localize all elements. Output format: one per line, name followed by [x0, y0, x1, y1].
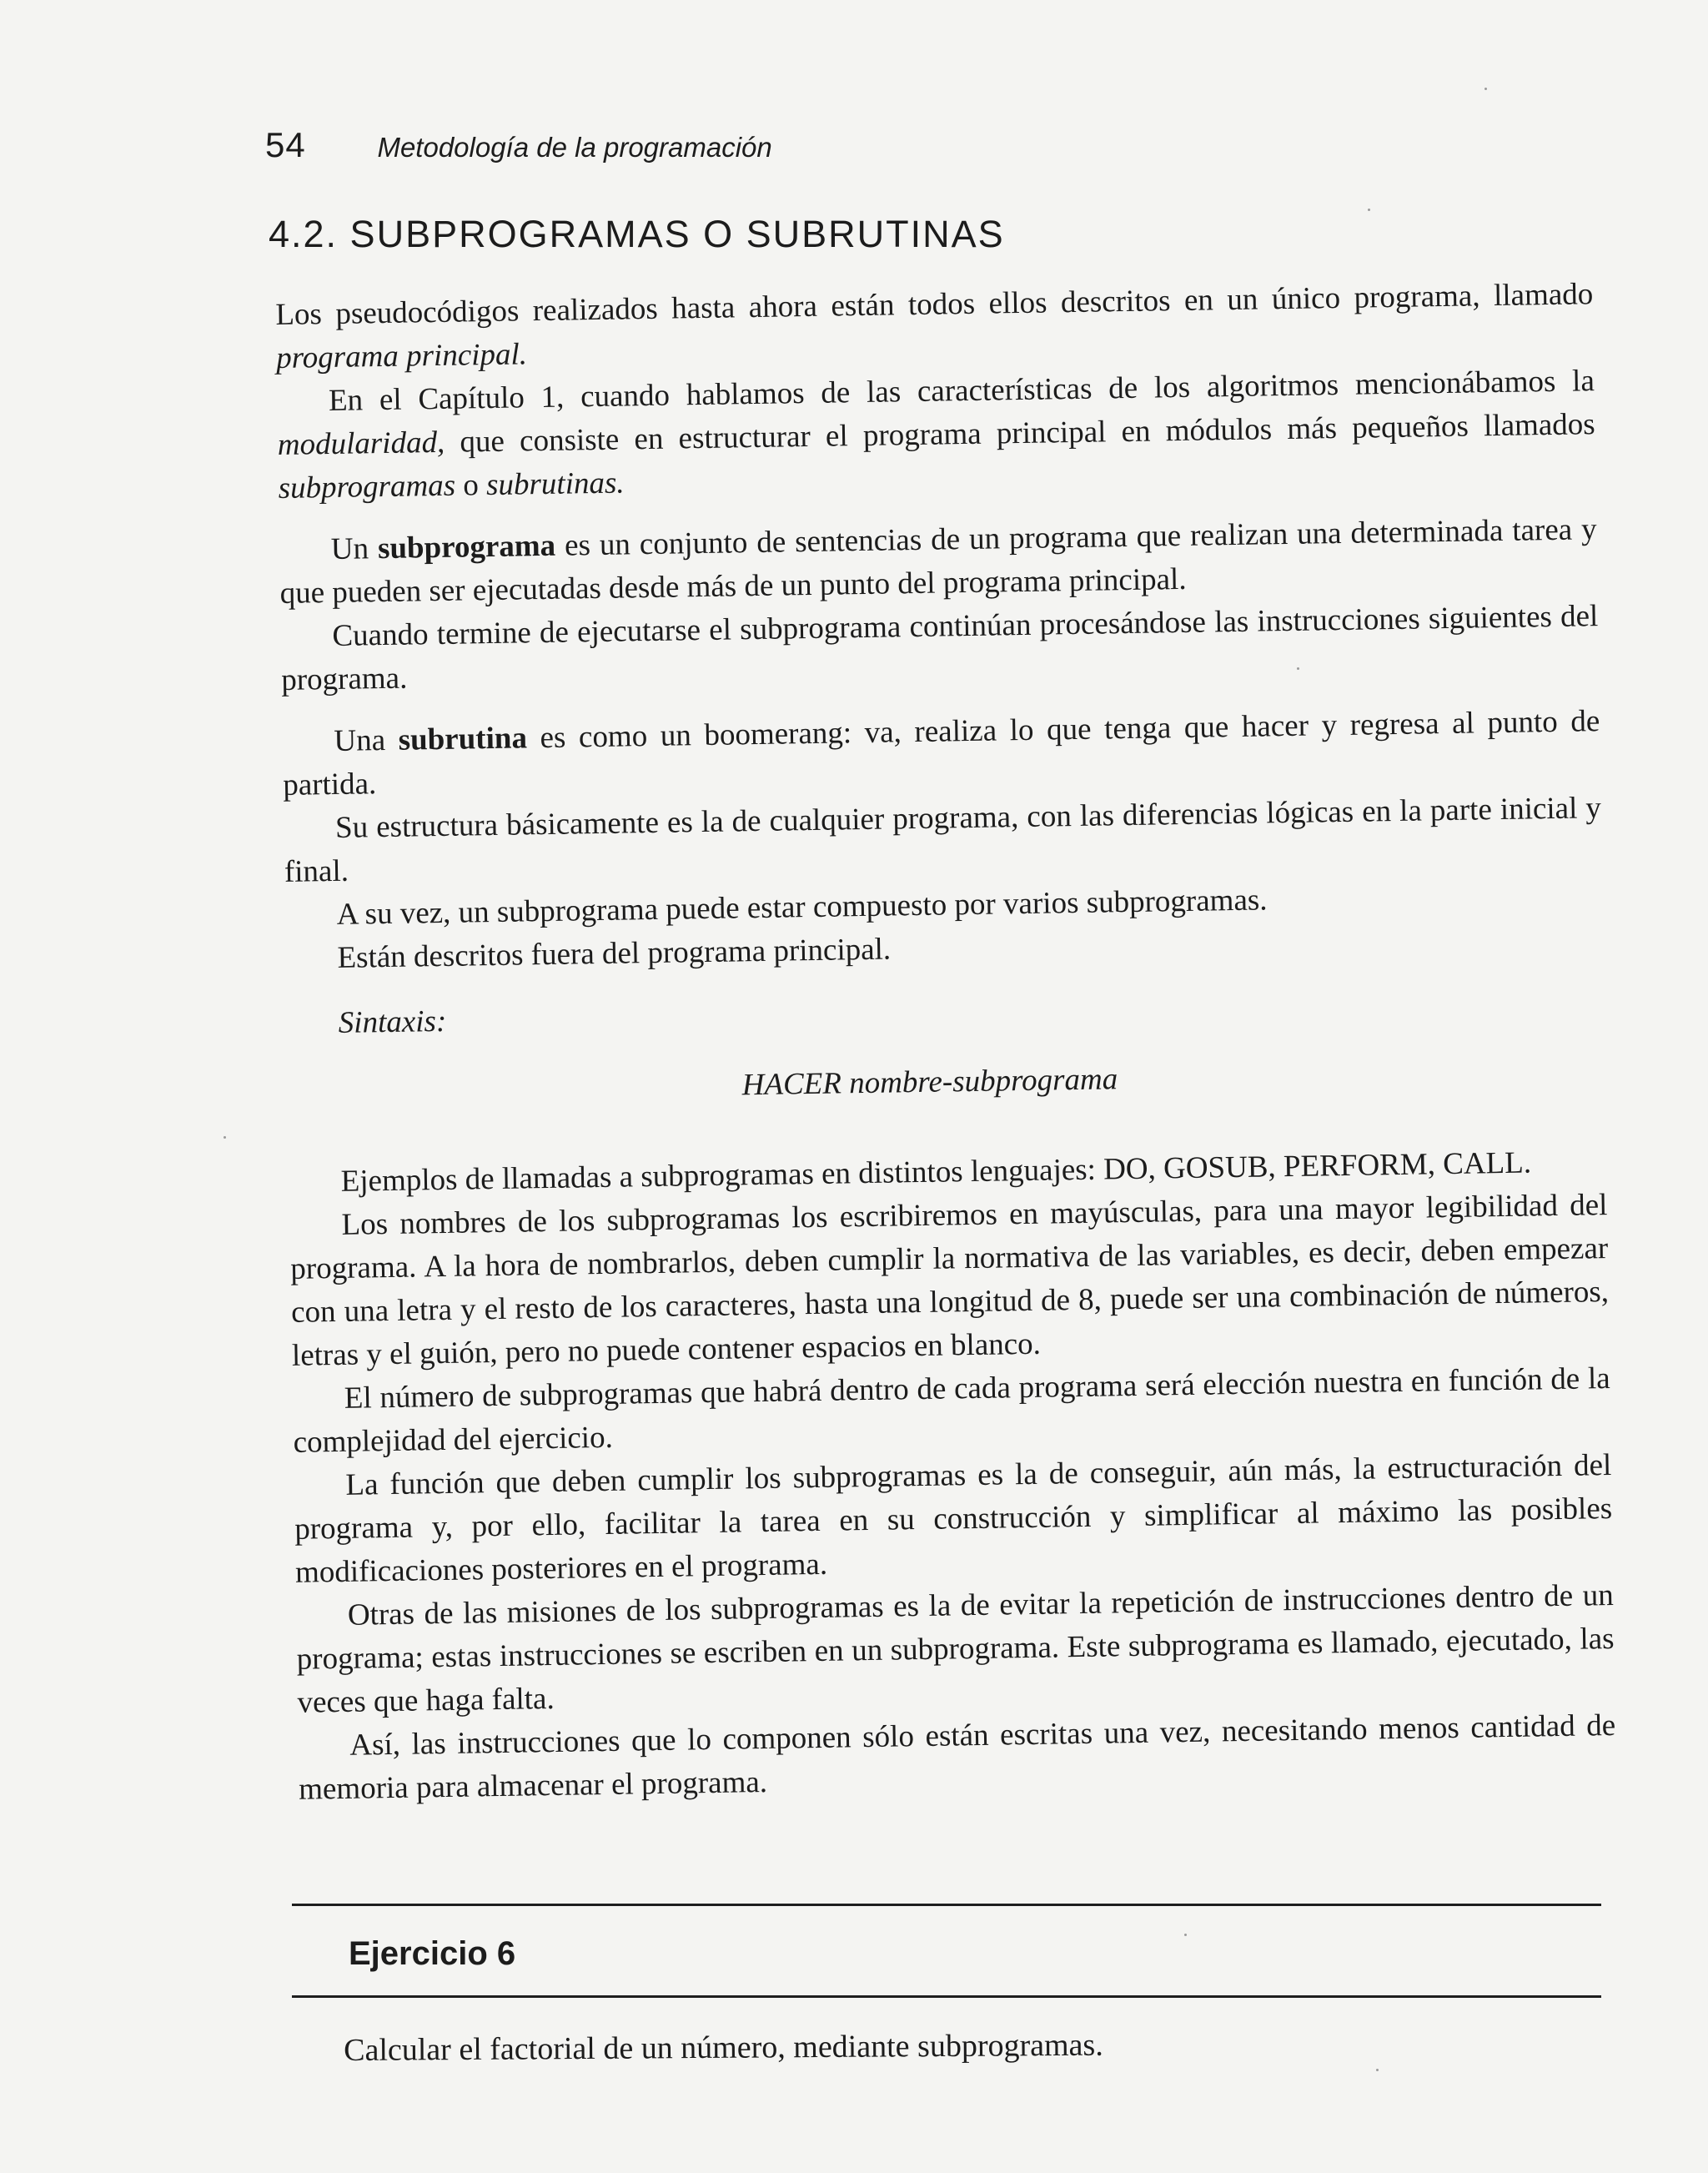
paragraph-subprograma-text-a: Un [330, 531, 379, 566]
paragraph-modularidad [277, 360, 1596, 511]
term-subrutina: subrutina [398, 721, 528, 757]
scan-speck [1368, 209, 1370, 211]
paragraph-nombres: Los nombres de los subprogramas los escribiremos en mayúsculas, para una mayor legibilidad del programa. A la hora de nombrarlos, deben cumplir la normativa de las variables, es decir, deben empezar con una letra y el resto de los caracteres, hasta una longitud de 8, puede ser una combinación de números, letras y el guión, pero no puede contener espacios en blanco. [290, 1188, 1610, 1373]
paragraph-memoria: Así, las instrucciones que lo componen sólo están escritas una vez, necesitando menos cantidad de memoria para almacenar el programa. [298, 1708, 1616, 1807]
exercise-bottom-rule [292, 1995, 1601, 1998]
exercise-statement: Calcular el factorial de un número, mediante subprogramas. [344, 2027, 1103, 2068]
paragraph-modularidad-text-b: que consiste en estructurar el programa principal en módulos más pequeños llamados [444, 407, 1595, 460]
term-subprogramas: subprogramas [278, 468, 456, 506]
term-subrutinas: subrutinas. [485, 465, 625, 503]
scan-speck [224, 1136, 226, 1139]
scan-speck [1184, 1934, 1187, 1936]
paragraph-subprograma-text-b: es un conjunto de sentencias de un programa que realizan una determinada tarea y que pueden ser ejecutadas desde más de un punto del programa principal. [279, 512, 1597, 611]
paragraph-ejemplos: Ejemplos de llamadas a subprogramas en distintos lenguajes: DO, GOSUB, PERFORM, CALL. [340, 1145, 1532, 1199]
paragraph-estructura: Su estructura básicamente es la de cualquier programa, con las diferencias lógicas en la parte inicial y final. [284, 791, 1602, 889]
syntax-label: Sintaxis: [338, 1004, 447, 1040]
page-header [265, 125, 772, 165]
syntax-example: HACER nombre-subprograma [741, 1062, 1118, 1103]
paragraph-modularidad-text-c: o [455, 468, 487, 503]
section-title: 4.2. SUBPROGRAMAS O SUBRUTINAS [269, 213, 1005, 255]
running-head: Metodología de la programación [377, 132, 772, 163]
paragraph-funcion: La función que deben cumplir los subprogramas es la de conseguir, aún más, la estructuración del programa y, por ello, facilitar la tarea en su construcción y simplificar al máximo las posibles modificaciones posteriores en el programa. [294, 1448, 1613, 1590]
scan-speck [1297, 667, 1299, 670]
paragraph-subrutina-text-b: es como un boomerang: va, realiza lo que tenga que hacer y regresa al punto de partida. [282, 704, 1600, 802]
term-programa-principal: programa principal. [275, 337, 528, 375]
scan-speck [1376, 2069, 1379, 2071]
term-subprograma: subprograma [377, 528, 556, 566]
paragraph-descritos: Están descritos fuera del programa principal. [337, 932, 892, 975]
paragraph-numero: El número de subprogramas que habrá dentro de cada programa será elección nuestra en función de la complejidad del ejercicio. [293, 1361, 1610, 1460]
exercise-title: Ejercicio 6 [349, 1935, 516, 1972]
paragraph-intro-text: Los pseudocódigos realizados hasta ahora están todos ellos descritos en un único programa, llamado [275, 277, 1594, 332]
paragraph-subrutina-text-a: Una [334, 722, 399, 758]
paragraph-termine: Cuando termine de ejecutarse el subprograma continúan procesándose las instrucciones siguientes del programa. [280, 599, 1599, 697]
paragraph-modularidad-text-a: En el Capítulo 1, cuando hablamos de las características de los algoritmos mencionábamos la [328, 364, 1595, 419]
paragraph-misiones: Otras de las misiones de los subprogramas es la de evitar la repetición de instrucciones dentro de un programa; estas instrucciones se escriben en un subprograma. Este subprograma es llamado, ejecutado, las veces que haga falta. [296, 1577, 1615, 1720]
page-number: 54 [265, 125, 306, 164]
scan-speck [1484, 88, 1487, 90]
body-text [275, 273, 1616, 1812]
exercise-top-rule [292, 1904, 1601, 1906]
term-modularidad: modularidad, [277, 425, 445, 462]
paragraph-a-su-vez: A su vez, un subprograma puede estar compuesto por varios subprogramas. [336, 883, 1268, 932]
